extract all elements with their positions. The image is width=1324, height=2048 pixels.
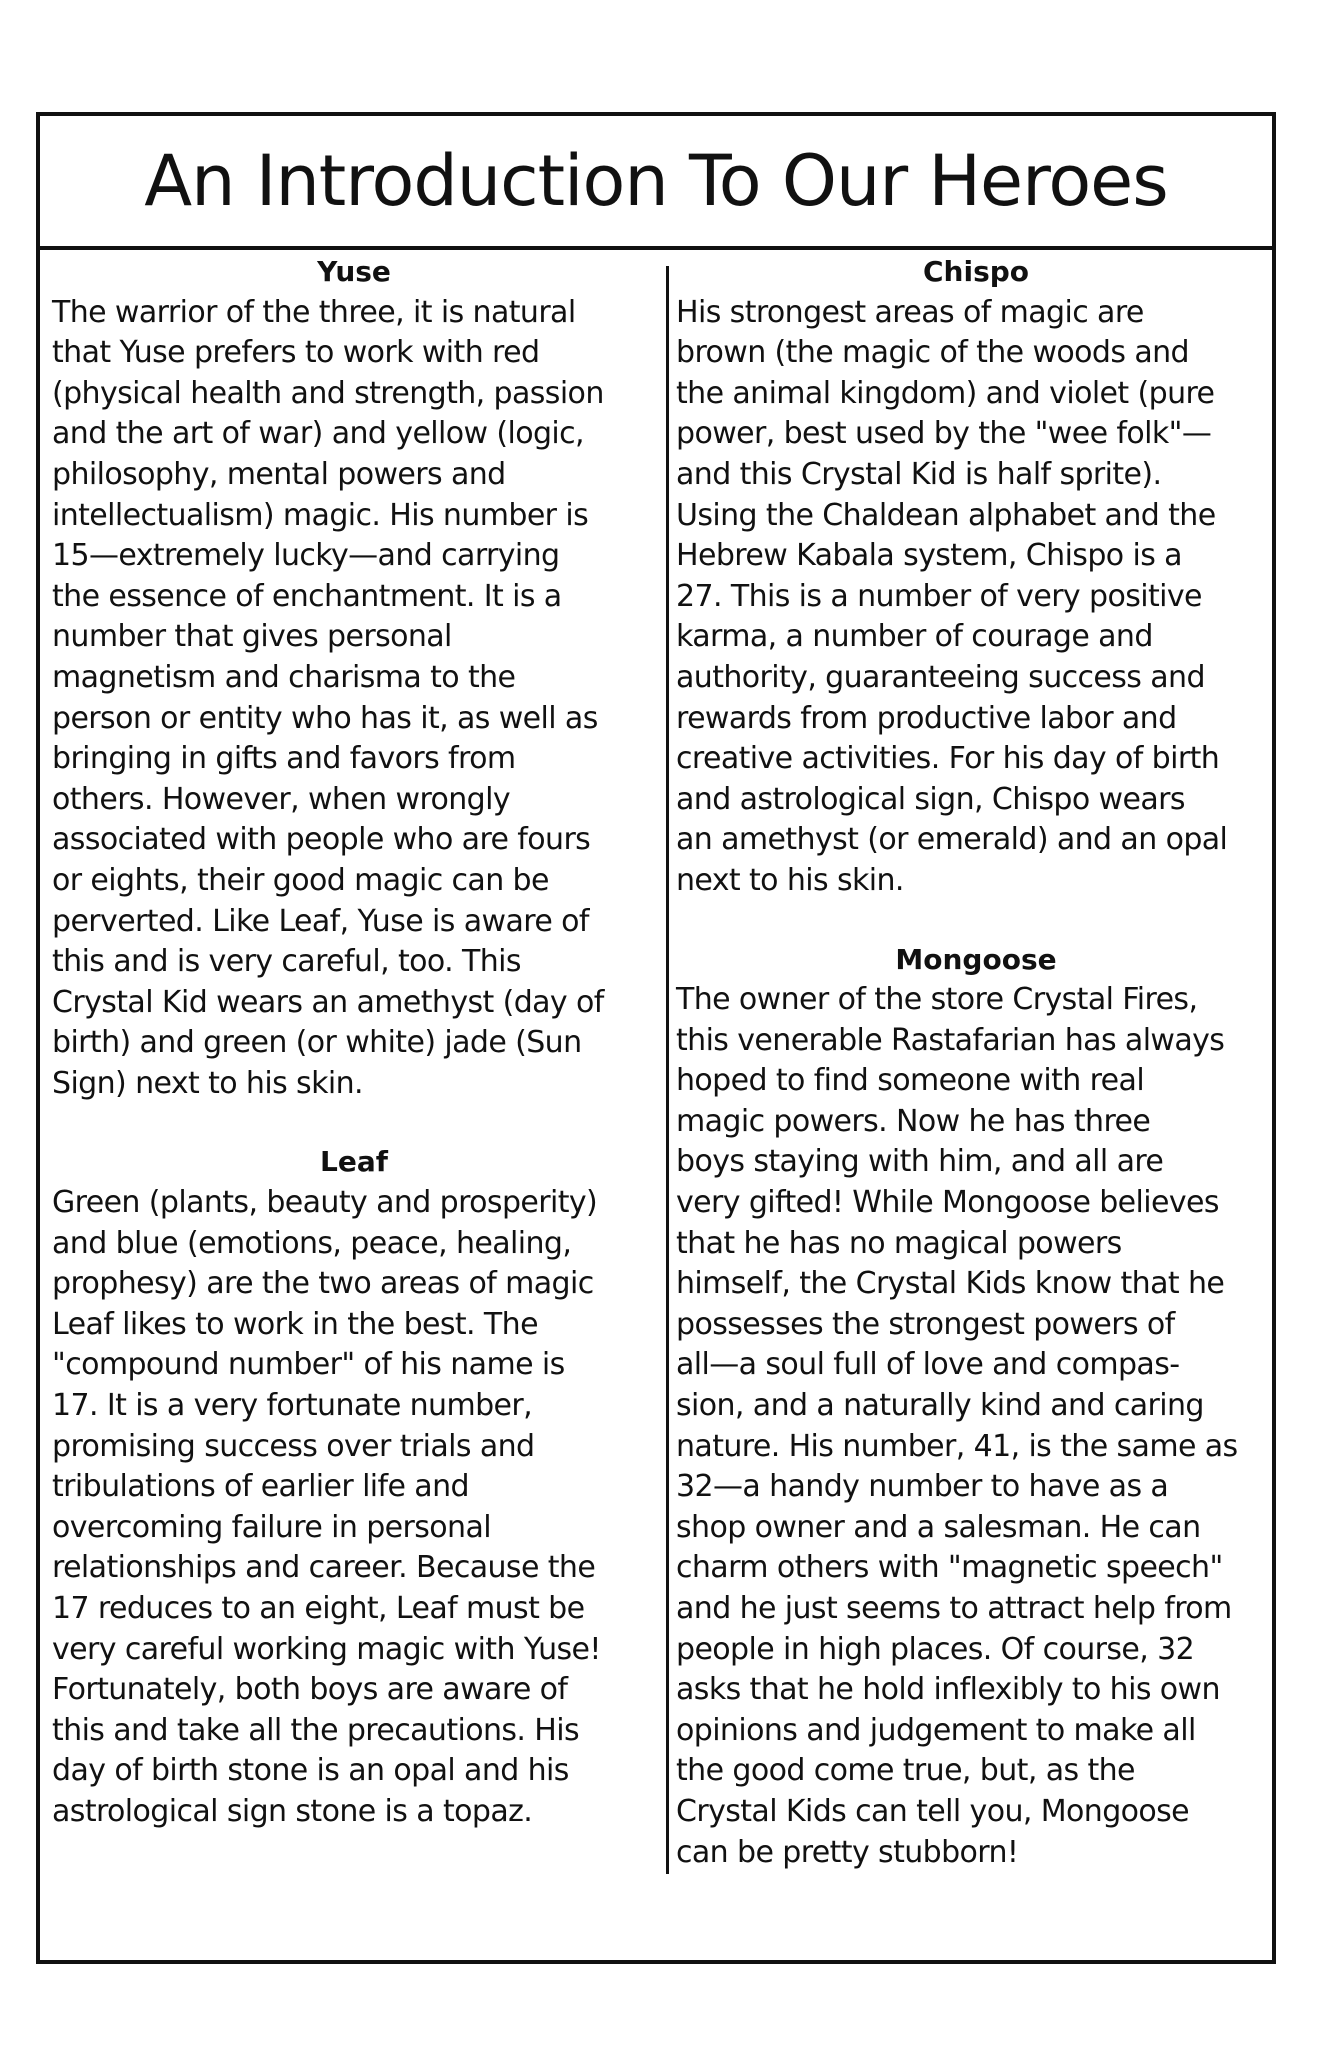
text-line: shop owner and a salesman. He can [676,1509,1201,1545]
text-line: and this Crystal Kid is half sprite). [676,456,1162,492]
text-line: and astrological sign, Chispo wears [676,781,1185,817]
text-line: nature. His number, 41, is the same as [676,1428,1238,1464]
title-box [40,116,1272,250]
text-line: promising success over trials and [52,1428,535,1464]
text-line: rewards from productive labor and [676,700,1177,736]
text-line: can be pretty stubborn! [676,1834,1019,1870]
text-line: boys staying with him, and all are [676,1144,1164,1180]
text-line: very gifted! While Mongoose believes [676,1185,1219,1221]
text-line: that Yuse prefers to work with red [52,335,540,371]
text-line: prophesy) are the two areas of magic [52,1266,594,1302]
text-line: creative activities. For his day of birth [676,741,1220,777]
text-line: number that gives personal [52,619,452,655]
section-leaf [52,1142,656,1832]
section-body-mongoose [676,980,1276,1873]
text-line: next to his skin. [676,862,904,898]
text-line: His strongest areas of magic are [676,294,1144,330]
text-line: that he has no magical powers [676,1225,1122,1261]
text-line: The warrior of the three, it is natural [52,294,576,330]
text-line: Using the Chaldean alphabet and the [676,497,1216,533]
text-line: associated with people who are fours [52,822,591,858]
text-line: and blue (emotions, peace, healing, [52,1225,572,1261]
text-line: possesses the strongest powers of [676,1306,1175,1342]
text-line: an amethyst (or emerald) and an opal [676,822,1228,858]
text-line: person or entity who has it, as well as [52,700,598,736]
article-frame [36,112,1276,1964]
section-yuse [52,252,656,1104]
text-line: brown (the magic of the woods and [676,335,1189,371]
section-mongoose [676,940,1276,1874]
text-line: the animal kingdom) and violet (pure [676,375,1215,411]
section-heading-mongoose: Mongoose [895,942,1057,976]
section-body-leaf [52,1183,656,1833]
text-line: 15—extremely lucky—and carrying [52,538,560,574]
section-heading-chispo: Chispo [922,255,1030,288]
text-line: people in high places. Of course, 32 [676,1631,1195,1667]
text-line: or eights, their good magic can be [52,862,549,898]
text-line: and he just seems to attract help from [676,1591,1232,1626]
text-line: intellectualism) magic. His number is [52,497,589,533]
text-line: Crystal Kid wears an amethyst (day of [52,984,604,1020]
text-line: Crystal Kids can tell you, Mongoose [676,1793,1190,1829]
text-line: bringing in gifts and favors from [52,741,516,777]
text-line: overcoming failure in personal [52,1509,491,1545]
text-line: opinions and judgement to make all [676,1712,1196,1748]
text-line: this and is very careful, too. This [52,944,521,980]
text-line: the essence of enchantment. It is a [52,578,562,614]
text-line: karma, a number of courage and [676,619,1153,655]
text-line: relationships and career. Because the [52,1550,596,1586]
text-line: Fortunately, both boys are aware of [52,1672,568,1708]
text-line: 27. This is a number of very positive [676,578,1202,614]
section-heading-leaf: Leaf [320,1145,388,1179]
text-line: Sign) next to his skin. [52,1065,363,1101]
text-line: philosophy, mental powers and [52,456,506,492]
right-column [676,252,1276,1873]
text-line: 17 reduces to an eight, Leaf must be [52,1591,585,1626]
text-line: Hebrew Kabala system, Chispo is a [676,538,1182,574]
text-line: himself, the Crystal Kids know that he [676,1266,1225,1302]
text-line: this venerable Rastafarian has always [676,1022,1225,1058]
text-line: "compound number" of his name is [52,1347,565,1383]
text-line: and the art of war) and yellow (logic, [52,416,584,452]
text-line: others. However, when wrongly [52,781,511,817]
text-line: birth) and green (or white) jade (Sun [52,1025,582,1061]
text-line: magic powers. Now he has three [676,1103,1151,1139]
text-line: The owner of the store Crystal Fires, [676,982,1198,1018]
section-body-chispo [676,293,1276,902]
section-heading-yuse: Yuse [317,255,391,288]
section-chispo [676,252,1276,902]
text-line: authority, guaranteeing success and [676,659,1205,695]
page-title: An Introduction To Our Heroes [144,140,1168,222]
text-line: hoped to find someone with real [676,1063,1145,1099]
text-line: magnetism and charisma to the [52,659,516,695]
column-divider [666,266,669,1874]
text-line: the good come true, but, as the [676,1753,1135,1789]
text-line: charm others with "magnetic speech" [676,1550,1223,1586]
left-column [52,252,656,1833]
text-line: very careful working magic with Yuse! [52,1631,601,1667]
text-line: sion, and a naturally kind and caring [676,1388,1204,1424]
text-line: asks that he hold inflexibly to his own [676,1672,1220,1708]
text-line: all—a soul full of love and compas- [676,1347,1180,1383]
text-line: 17. It is a very fortunate number, [52,1388,533,1424]
text-line: this and take all the precautions. His [52,1712,580,1748]
text-line: Leaf likes to work in the best. The [52,1306,538,1342]
text-line: Green (plants, beauty and prosperity) [52,1185,598,1221]
text-line: perverted. Like Leaf, Yuse is aware of [52,903,589,939]
text-line: day of birth stone is an opal and his [52,1753,569,1789]
section-body-yuse [52,293,656,1105]
text-line: 32—a handy number to have as a [676,1469,1169,1505]
text-line: power, best used by the "wee folk"— [676,416,1212,452]
text-line: (physical health and strength, passion [52,375,604,411]
text-line: tribulations of earlier life and [52,1469,469,1505]
text-line: astrological sign stone is a topaz. [52,1793,533,1829]
